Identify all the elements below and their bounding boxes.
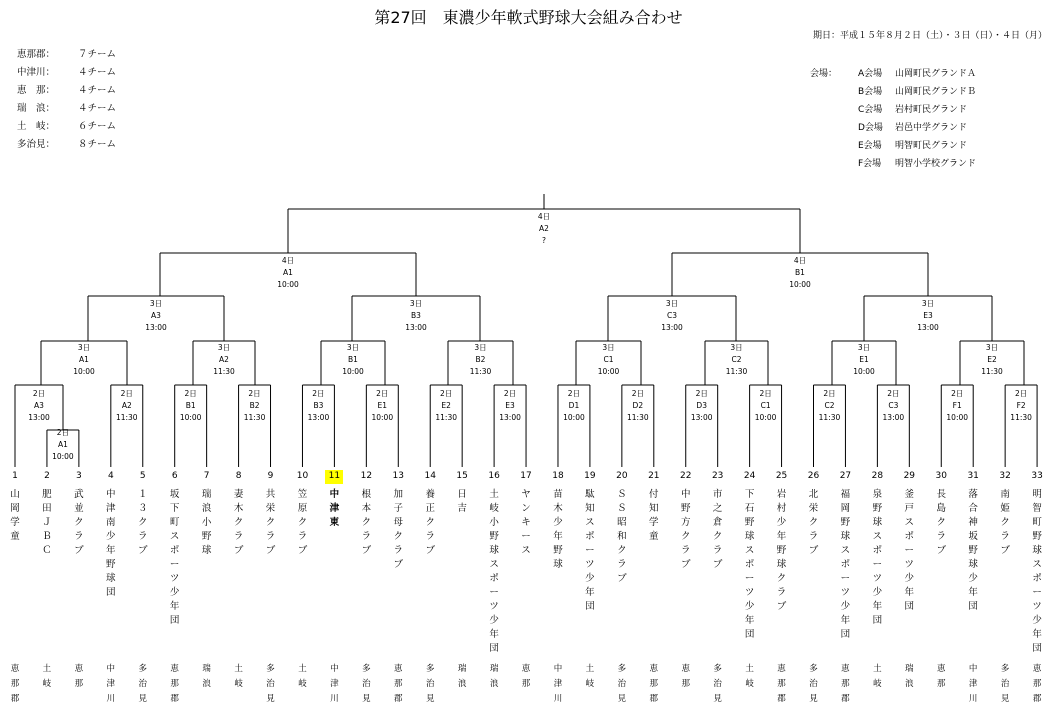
team-name: 加子母クラブ <box>393 489 404 570</box>
region-name: 恵那郡： <box>17 49 56 60</box>
team-name: 中野方クラブ <box>680 489 691 570</box>
team-name: 中津東 <box>329 489 340 528</box>
venues-label: 会場： <box>810 69 838 79</box>
team-region: 土岐 <box>298 664 307 689</box>
match-day: 2日 <box>567 389 581 398</box>
team-name: 付知学童 <box>649 489 659 542</box>
team-name: 妻木クラブ <box>233 489 244 556</box>
match-day: 3日 <box>985 343 999 352</box>
team-number: 7 <box>203 471 210 481</box>
match-court: A1 <box>57 440 68 449</box>
match-time: 10:00 <box>371 413 394 422</box>
match-time: 10:00 <box>73 367 95 376</box>
match-time: 13:00 <box>307 413 330 422</box>
team-name: ＳＳ昭和クラブ <box>617 489 627 584</box>
team-number: 31 <box>967 471 979 481</box>
match-time: 10:00 <box>52 452 74 461</box>
match-court: A1 <box>283 268 293 277</box>
match-court: C1 <box>760 401 771 410</box>
match-court: E1 <box>377 401 388 410</box>
team-name: 山岡学童 <box>10 489 20 542</box>
event-dates: 期日：平成１５年８月２日（土）・３日（日）・４日（月） <box>812 31 1047 41</box>
team-number: 8 <box>235 471 242 481</box>
venue-code: C会場 <box>858 105 883 115</box>
match-time: 11:30 <box>627 413 649 422</box>
team-region: 恵那 <box>681 664 690 689</box>
team-region: 恵那郡 <box>841 664 850 704</box>
team-name: 瑞浪小野球 <box>201 489 212 556</box>
match-time: ? <box>542 236 546 245</box>
team-number: 13 <box>392 471 404 481</box>
match-day: 2日 <box>376 389 389 398</box>
match-court: E1 <box>859 355 869 364</box>
team-number: 27 <box>839 471 852 481</box>
team-number: 4 <box>107 471 114 481</box>
team-number: 9 <box>267 471 274 481</box>
match-time: 11:30 <box>725 367 748 376</box>
match-time: 11:30 <box>213 367 235 376</box>
team-number: 19 <box>584 471 596 481</box>
team-name: 養正クラブ <box>425 489 435 556</box>
team-region: 瑞浪 <box>905 664 914 689</box>
match-time: 10:00 <box>563 413 585 422</box>
team-number: 16 <box>488 471 500 481</box>
match-court: D3 <box>696 401 707 410</box>
match-time: 13:00 <box>405 323 427 332</box>
region-count: ６チーム <box>78 121 117 132</box>
team-region: 恵那郡 <box>170 664 179 704</box>
region-count: ８チーム <box>78 139 117 150</box>
team-region: 中津川 <box>106 664 116 704</box>
match-time: 13:00 <box>917 323 939 332</box>
team-name: 笠原クラブ <box>297 489 308 556</box>
team-name: 泉野球スポーツ少年団 <box>872 489 883 626</box>
match-day: 3日 <box>730 343 743 352</box>
venue-name: 岩村町民グランド <box>895 105 968 115</box>
team-number: 30 <box>935 471 947 481</box>
team-region: 恵那郡 <box>649 664 659 704</box>
team-name: 明智町野球スポーツ少年団 <box>1032 489 1042 654</box>
region-count: ４チーム <box>78 67 117 78</box>
match-day: 2日 <box>120 389 133 398</box>
match-day: 4日 <box>281 256 295 265</box>
team-region: 多治見 <box>1000 664 1010 704</box>
match-time: 10:00 <box>342 367 364 376</box>
match-day: 3日 <box>921 299 935 308</box>
team-number: 33 <box>1031 471 1043 481</box>
match-court: B2 <box>249 401 260 410</box>
team-number: 14 <box>424 471 436 481</box>
team-number: 24 <box>743 471 756 481</box>
team-number: 6 <box>171 471 178 481</box>
match-court: E2 <box>441 401 451 410</box>
match-court: D2 <box>632 401 644 410</box>
team-number: 22 <box>680 471 692 481</box>
team-number: 25 <box>775 471 788 481</box>
team-name: 日吉 <box>457 489 467 514</box>
match-court: B1 <box>348 355 358 364</box>
match-time: 13:00 <box>690 413 713 422</box>
match-court: A3 <box>151 311 161 320</box>
team-name: 釜戸スポーツ少年団 <box>904 489 915 612</box>
match-day: 2日 <box>951 389 964 398</box>
match-court: D1 <box>568 401 580 410</box>
team-name: 中津南少年野球団 <box>106 489 116 598</box>
team-number: 1 <box>12 471 18 481</box>
venue-code: B会場 <box>858 87 883 97</box>
team-region: 中津川 <box>330 664 339 704</box>
region-name: 瑞 浪： <box>17 103 56 114</box>
match-time: 10:00 <box>853 367 875 376</box>
venue-name: 明智町民グランド <box>895 141 968 151</box>
match-time: 11:30 <box>243 413 266 422</box>
match-court: B3 <box>313 401 324 410</box>
match-day: 2日 <box>887 389 900 398</box>
match-day: 2日 <box>631 389 644 398</box>
team-region: 恵那郡 <box>10 664 20 704</box>
region-name: 多治見： <box>17 139 56 150</box>
match-time: 13:00 <box>145 323 167 332</box>
match-day: 2日 <box>759 389 772 398</box>
team-number: 26 <box>807 471 820 481</box>
region-name: 中津川： <box>17 67 56 78</box>
match-court: E2 <box>987 355 997 364</box>
team-number: 12 <box>360 471 373 481</box>
match-court: E3 <box>923 311 933 320</box>
match-time: 11:30 <box>818 413 841 422</box>
match-day: 3日 <box>602 343 615 352</box>
match-court: C1 <box>603 355 614 364</box>
team-region: 恵那郡 <box>777 664 786 704</box>
match-day: 3日 <box>409 299 423 308</box>
region-count: ４チーム <box>78 103 117 114</box>
team-number: 18 <box>552 471 564 481</box>
match-day: 3日 <box>857 343 871 352</box>
match-day: 3日 <box>346 343 360 352</box>
team-name: 苗木少年野球 <box>553 489 563 570</box>
team-name: 土岐小野球スポーツ少年団 <box>489 489 499 654</box>
team-number: 21 <box>648 471 660 481</box>
match-time: 10:00 <box>754 413 777 422</box>
match-court: A2 <box>121 401 132 410</box>
team-name: 共栄クラブ <box>265 489 276 556</box>
team-region: 多治見 <box>138 664 147 704</box>
match-time: 13:00 <box>499 413 521 422</box>
match-court: C3 <box>666 311 678 320</box>
region-count: ７チーム <box>78 49 117 60</box>
team-region: 中津川 <box>968 664 978 704</box>
match-court: C2 <box>731 355 742 364</box>
team-region: 土岐 <box>42 664 52 689</box>
match-court: E3 <box>505 401 515 410</box>
match-day: 2日 <box>32 389 46 398</box>
match-day: 2日 <box>823 389 836 398</box>
team-region: 土岐 <box>873 664 882 689</box>
team-region: 多治見 <box>266 664 275 704</box>
match-day: 3日 <box>474 343 487 352</box>
match-day: 3日 <box>217 343 231 352</box>
team-name: 南姫クラブ <box>1000 489 1010 556</box>
match-time: 10:00 <box>277 280 299 289</box>
team-region: 土岐 <box>745 664 754 689</box>
team-name: 落合神坂野球少年団 <box>968 489 978 612</box>
venue-code: A会場 <box>858 69 883 79</box>
team-region: 多治見 <box>809 664 818 704</box>
match-court: A1 <box>79 355 89 364</box>
match-day: 2日 <box>1014 389 1028 398</box>
match-time: 10:00 <box>597 367 620 376</box>
team-region: 恵那 <box>74 664 84 689</box>
team-region: 恵那 <box>521 664 531 689</box>
match-day: 2日 <box>312 389 325 398</box>
venue-name: 明智小学校グランド <box>895 159 977 169</box>
team-number: 23 <box>711 471 724 481</box>
region-name: 土 岐： <box>17 121 56 132</box>
team-name: 岩村少年野球クラブ <box>776 489 787 612</box>
team-name: 福岡野球スポーツ少年団 <box>840 489 851 640</box>
match-time: 13:00 <box>882 413 905 422</box>
match-day: 2日 <box>440 389 453 398</box>
team-number: 29 <box>903 471 916 481</box>
team-region: 多治見 <box>617 664 627 704</box>
match-time: 13:00 <box>28 413 50 422</box>
match-time: 11:30 <box>435 413 458 422</box>
team-number: 2 <box>44 471 50 481</box>
team-number: 3 <box>76 471 82 481</box>
match-court: B1 <box>185 401 196 410</box>
match-court: A2 <box>539 224 549 233</box>
match-day: 2日 <box>503 389 517 398</box>
team-name: 肥田ＪＢＣ <box>42 489 52 556</box>
match-day: 2日 <box>56 428 70 437</box>
team-name: 市之倉クラブ <box>712 489 723 570</box>
match-day: 2日 <box>184 389 197 398</box>
match-day: 2日 <box>248 389 261 398</box>
match-time: 11:30 <box>469 367 492 376</box>
team-number: 17 <box>520 471 532 481</box>
region-count: ４チーム <box>78 85 117 96</box>
team-region: 瑞浪 <box>202 664 211 689</box>
match-court: B1 <box>795 268 805 277</box>
match-court: A3 <box>34 401 44 410</box>
team-name: 根本クラブ <box>361 489 372 556</box>
team-name: 坂下町スポーツ少年団 <box>169 489 180 626</box>
team-name: １３クラブ <box>137 489 148 556</box>
page-title: 第27回 東濃少年軟式野球大会組み合わせ <box>374 8 683 27</box>
team-region: 多治見 <box>713 664 722 704</box>
team-name: 北栄クラブ <box>808 489 819 556</box>
team-number: 20 <box>616 471 628 481</box>
match-time: 11:30 <box>115 413 138 422</box>
venue-code: E会場 <box>858 141 882 151</box>
match-day: 3日 <box>665 299 679 308</box>
team-number: 11 <box>328 471 341 481</box>
venue-name: 山岡町民グランドＢ <box>895 87 977 97</box>
match-time: 13:00 <box>661 323 683 332</box>
match-day: 3日 <box>149 299 163 308</box>
match-time: 10:00 <box>789 280 811 289</box>
region-name: 恵 那： <box>17 85 56 96</box>
venue-name: 山岡町民グランドＡ <box>895 69 977 79</box>
team-number: 32 <box>999 471 1011 481</box>
team-region: 瑞浪 <box>457 664 467 689</box>
match-court: C3 <box>888 401 899 410</box>
match-court: A2 <box>219 355 229 364</box>
team-region: 土岐 <box>234 664 243 689</box>
team-region: 恵那 <box>936 664 946 689</box>
team-number: 28 <box>871 471 884 481</box>
team-name: 武並クラブ <box>74 489 84 556</box>
venue-code: F会場 <box>858 159 882 169</box>
match-time: 10:00 <box>179 413 202 422</box>
match-time: 11:30 <box>1010 413 1032 422</box>
team-number: 5 <box>139 471 146 481</box>
team-name: ヤンキース <box>521 489 531 556</box>
match-court: F2 <box>1016 401 1026 410</box>
match-day: 3日 <box>77 343 91 352</box>
match-day: 4日 <box>537 212 551 221</box>
team-region: 中津川 <box>553 664 563 704</box>
match-day: 4日 <box>793 256 807 265</box>
team-region: 瑞浪 <box>489 664 499 689</box>
venue-name: 岩邑中学グランド <box>895 123 968 133</box>
match-time: 11:30 <box>981 367 1003 376</box>
team-region: 多治見 <box>362 664 371 704</box>
team-name: 駄知スポーツ少年団 <box>585 489 595 612</box>
team-region: 土岐 <box>585 664 595 689</box>
match-day: 2日 <box>695 389 708 398</box>
team-region: 多治見 <box>425 664 435 704</box>
team-region: 恵那郡 <box>1032 664 1042 704</box>
match-time: 10:00 <box>946 413 969 422</box>
match-court: C2 <box>824 401 835 410</box>
match-court: B3 <box>411 311 421 320</box>
match-court: B2 <box>475 355 486 364</box>
team-number: 10 <box>296 471 309 481</box>
team-number: 15 <box>456 471 468 481</box>
match-court: F1 <box>952 401 962 410</box>
team-region: 恵那郡 <box>394 664 403 704</box>
venue-code: D会場 <box>858 123 883 133</box>
team-name: 長島クラブ <box>936 489 946 556</box>
team-name: 下石野球スポーツ少年団 <box>744 489 755 640</box>
